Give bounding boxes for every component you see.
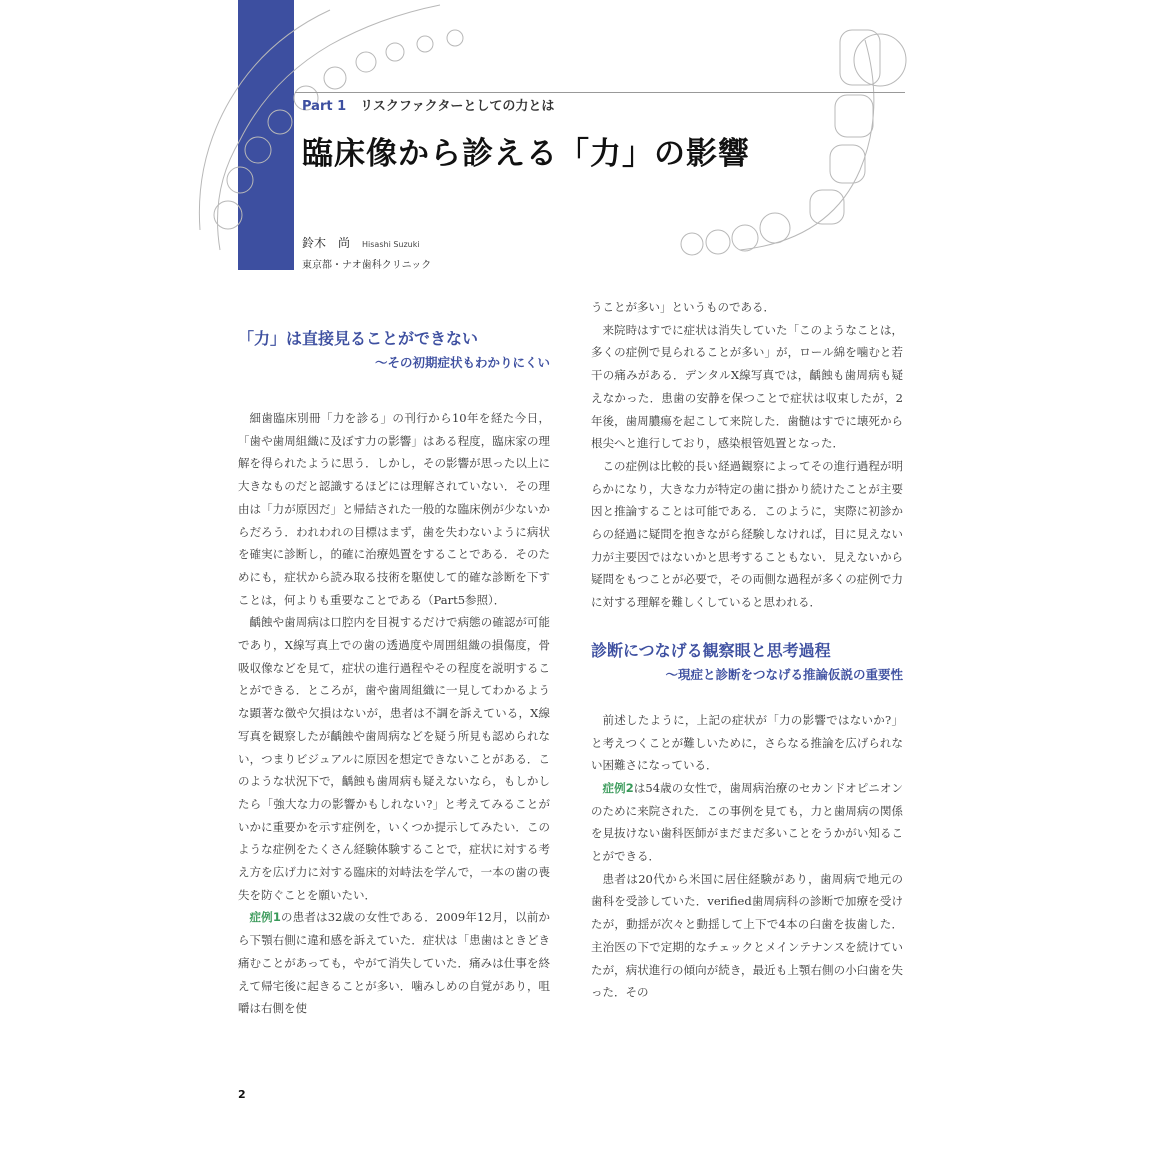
paragraph: この症例は比較的長い経過観察によってその進行過程が明らかになり，大きな力が特定の歯に掛かり続けたことが主要因と推論することは可能である．このように，実際に初診からの経過に疑問を抱きながら経験しなければ，目に見えない力が主要因ではないかと思考することもない．見えないから疑問をもつことが必要で，その両側な過程が多くの症例で力に対する理解を難しくしていると思われる． (591, 458, 903, 610)
section-heading-2-main: 診断につなげる観察眼と思考過程 (591, 640, 831, 660)
case-text: の患者は32歳の女性である．2009年12月，以前から下顎右側に違和感を訴えていた．症状は「患歯はときどき痛むことがあっても，やがて消失していた．痛みは仕事を終えて帰宅後に起きることが多い．噛みしめの自覚があり，咀嚼は右側を使 (238, 910, 550, 1016)
author-roman: Hisashi Suzuki (362, 240, 420, 249)
author-line (302, 234, 420, 251)
paragraph: 細歯臨床別冊「力を診る」の刊行から10年を経た今日，「歯や歯周組織に及ぼす力の影響」はある程度，臨床家の理解を得られたように思う．しかし，その影響が思った以上に大きなものだと認識するほどには理解されていない．その理由は「力が原因だ」と帰結された一般的な臨床例が少ないからだろう．われわれの目標はまず，歯を失わないように病状を確実に診断し，的確に治療処置をすることである．そのためにも，症状から読み取る技術を駆使して的確な診断を下すことは，何よりも重要なことである（Part5参照）． (238, 411, 550, 607)
paragraph (238, 906, 550, 1020)
section-heading-2-sub: 〜現症と診断をつなげる推論仮説の重要性 (665, 666, 903, 682)
section-heading-1-main: 「力」は直接見ることができない (238, 329, 479, 348)
case-label: 症例1 (249, 910, 281, 925)
part-number: Part 1 (302, 99, 347, 114)
header-rule (295, 92, 905, 93)
case-label: 症例2 (602, 780, 634, 795)
section-heading-2 (591, 638, 903, 683)
article-title: 臨床像から診える「力」の影響 (302, 136, 750, 172)
paragraph: 患者は20代から米国に居住経験があり，歯周病で地元の歯科を受診していた．verified歯周病科の診断で加療を受けたが，動揺が次々と動揺して上下で4本の臼歯を抜歯した．主治医の下で定期的なチェックとメインテナンスを続けていたが，病状進行の傾向が続き，最近も上顎右側の小臼歯を失った．その (591, 871, 903, 1000)
author-name: 鈴木 尚 (302, 236, 351, 250)
paragraph: 来院時はすでに症状は消失していた「このようなことは，多くの症例で見られることが多い」が，ロール綿を噛むと若干の痛みがある．デンタルX線写真では，齲蝕も歯周病も疑えなかった．患歯の安静を保つことで症状は収束したが，2年後，歯周膿瘍を起こして来院した．歯髄はすでに壊死から根尖へと進行しており，感染根管処置となった． (591, 322, 903, 451)
paragraph: うことが多い」というものである． (591, 300, 775, 314)
right-column (591, 296, 903, 1004)
left-column (238, 326, 550, 1020)
section-heading-1 (238, 326, 550, 371)
page-number: 2 (238, 1088, 246, 1101)
section-heading-1-sub: 〜その初期症状もわかりにくい (374, 355, 550, 370)
part-label (302, 95, 554, 114)
author-affiliation: 東京都・ナオ歯科クリニック (302, 260, 432, 271)
paragraph: 齲蝕や歯周病は口腔内を目視するだけで病態の確認が可能であり，X線写真上での歯の透過度や周囲組織の損傷度，骨吸収像などを見て，症状の進行過程やその程度を説明することができる．ところが，歯や歯周組織に一見してわかるような顕著な徴や欠損はないが，患者は不調を訴えている，X線写真を観察したが齲蝕や歯周病などを疑う所見も認められない，つまりビジュアルに原因を想定できないことがある．このような状況下で，齲蝕も歯周病も疑えないなら，もしかしたら「強大な力の影響かもしれない?」と考えてみることがいかに重要かを示す症例を，いくつか提示してみたい．このような症例をたくさん経験体験することで，症状に対する考え方を広げ力に対する臨床的対峙法を学んで，一本の歯の喪失を防ぐことを願いたい． (238, 615, 550, 902)
paragraph (591, 777, 903, 868)
paragraph: 前述したように，上記の症状が「力の影響ではないか?」と考えつくことが難しいために，さらなる推論を広げられない困難さになっている． (591, 712, 903, 773)
case-text: は54歳の女性で，歯周病治療のセカンドオピニオンのために来院された．この事例を見ても，力と歯周病の関係を見抜けない歯科医師がまだまだ多いことをうかがい知ることができる． (591, 780, 903, 864)
part-title: リスクファクターとしての力とは (360, 99, 555, 114)
